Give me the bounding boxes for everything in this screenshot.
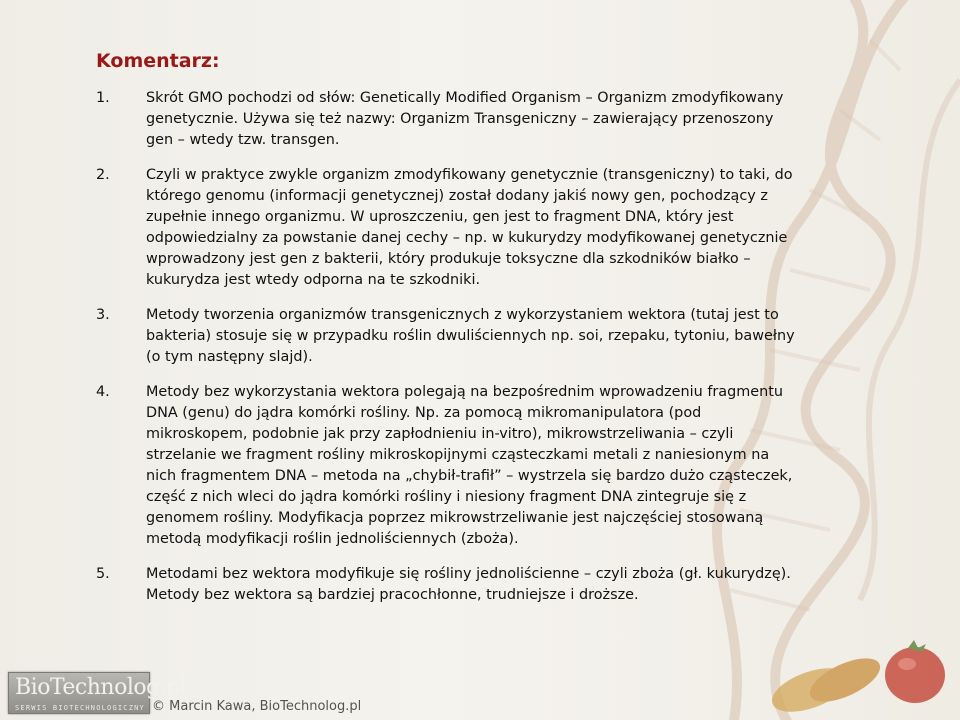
slide-footer [0, 672, 960, 720]
list-item-text: Metodami bez wektora modyfikuje się rośliny jednoliścienne – czyli zboża (gł. kukurydzę). Metody bez wektora są bardziej pracochłonne, trudniejsze i droższe. [146, 566, 791, 603]
slide-title: Komentarz: [96, 50, 220, 72]
list-item-number: 4. [96, 384, 110, 400]
list-item-number: 5. [96, 566, 110, 582]
logo-subtitle: SERWIS BIOTECHNOLOGICZNY [15, 704, 145, 712]
list-item [96, 165, 796, 291]
list-item-number: 3. [96, 307, 110, 323]
list-item-text: Metody tworzenia organizmów transgenicznych z wykorzystaniem wektora (tutaj jest to bakteria) stosuje się w przypadku roślin dwuliściennych np. soi, rzepaku, tytoniu, bawełny (o tym następny slajd). [146, 307, 795, 365]
biotechnolog-logo [8, 672, 187, 714]
comment-list [96, 88, 796, 606]
slide-content [96, 50, 796, 620]
list-item [96, 88, 796, 151]
copyright-text: © Marcin Kawa, BioTechnolog.pl [152, 699, 362, 714]
list-item-text: Metody bez wykorzystania wektora polegają na bezpośrednim wprowadzeniu fragmentu DNA (genu) do jądra komórki rośliny. Np. za pomocą mikromanipulatora (pod mikroskopem, podobnie jak przy zapłodnieniu in-vitro), mikrowstrzeliwania – czyli strzelanie we fragment rośliny mikroskopijnymi cząsteczkami metali z naniesionym na nich fragmentem DNA – metoda na „chybił-trafił” – wystrzela się bardzo dużo cząsteczek, część z nich wleci do jądra komórki rośliny i niesiony fragment DNA zintegruje się z genomem rośliny. Modyfikacja poprzez mikrowstrzeliwanie jest najczęściej stosowaną metodą modyfikacji roślin jednoliściennych (zboża). [146, 384, 793, 547]
logo-text: BioTechnolog.pl [15, 675, 187, 700]
list-item [96, 305, 796, 368]
list-item [96, 382, 796, 550]
list-item [96, 564, 796, 606]
list-item-number: 1. [96, 90, 110, 106]
list-item-text: Czyli w praktyce zwykle organizm zmodyfikowany genetycznie (transgeniczny) to taki, do którego genomu (informacji genetycznej) został dodany jakiś nowy gen, pochodzący z zupełnie innego organizmu. W uproszczeniu, gen jest to fragment DNA, który jest odpowiedzialny za powstanie danej cechy – np. w kukurydzy modyfikowanej genetycznie wprowadzony jest gen z bakterii, który produkuje toksyczne dla szkodników białko – kukurydza jest wtedy odporna na te szkodniki. [146, 167, 793, 288]
list-item-text: Skrót GMO pochodzi od słów: Genetically Modified Organism – Organizm zmodyfikowany genetycznie. Używa się też nazwy: Organizm Transgeniczny – zawierający przenoszony gen – wtedy tzw. transgen. [146, 90, 784, 148]
list-item-number: 2. [96, 167, 110, 183]
